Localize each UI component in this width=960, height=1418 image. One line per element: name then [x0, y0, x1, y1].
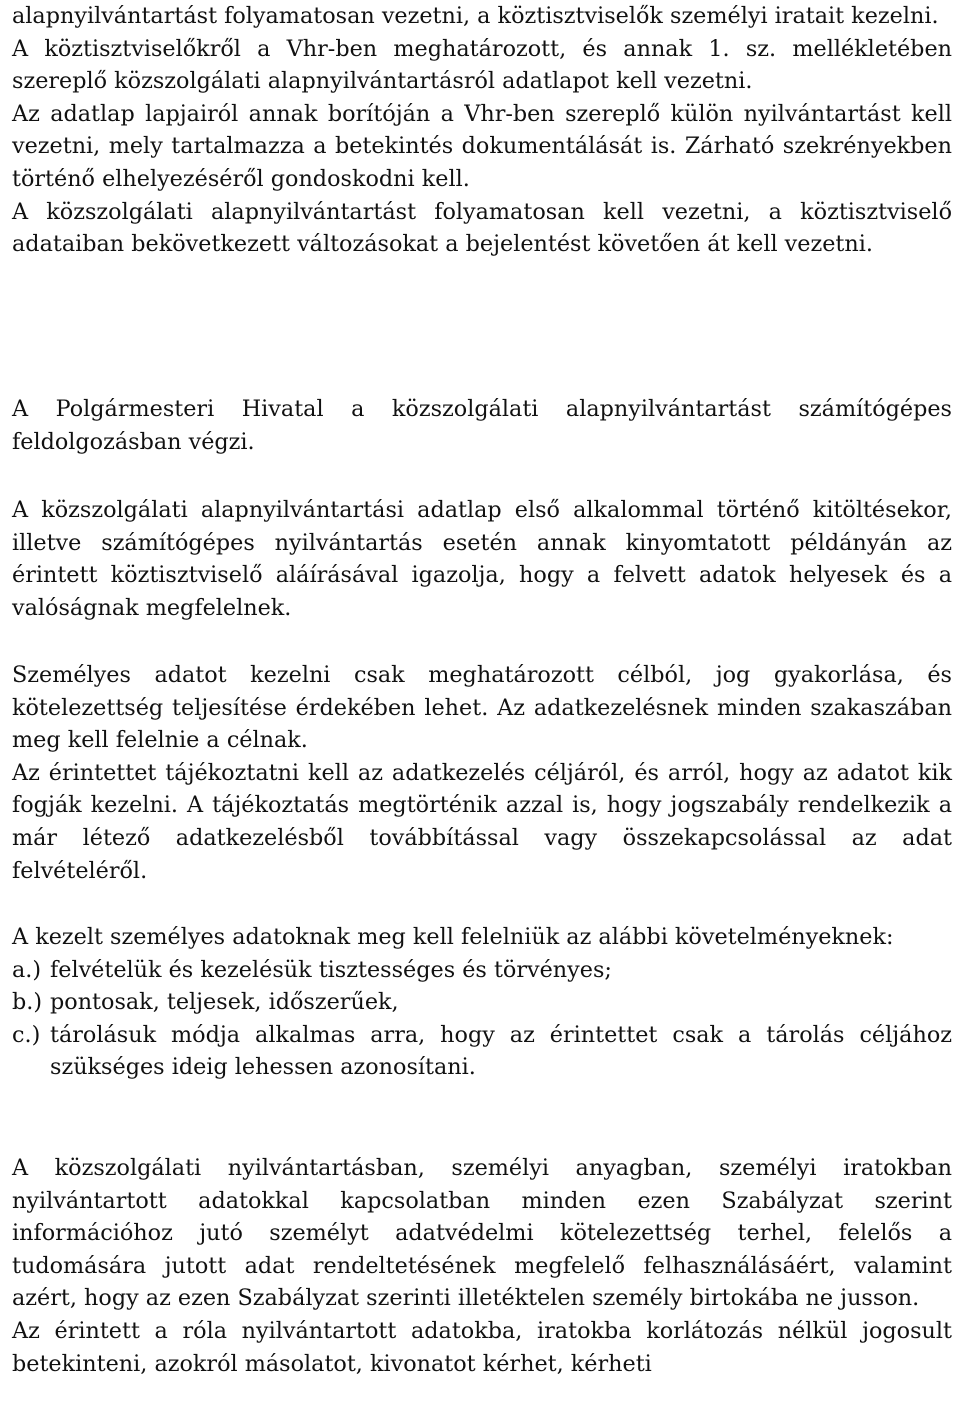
paragraph-text: A közszolgálati nyilvántartásban, személyi anyagban, személyi iratokban nyilvántartott adatokkal kapcsolatban minden ezen Szabályzat szerint információhoz jutó személyt adatvédelmi kötelezettség terhel, felelős a tudomására jutott adat rendeltetésének megfelelő felhasználásáért, valamint azért, hogy az ezen Szabályzat szerinti illetéktelen személy birtokába ne jusson. [12, 1155, 952, 1312]
paragraph-text: Személyes adatot kezelni csak meghatározott célból, jog gyakorlása, és kötelezettség teljesítése érdekében lehet. Az adatkezelésnek minden szakaszában meg kell felelnie a célnak. [12, 662, 952, 754]
paragraph-processing [12, 393, 952, 458]
list-item-text: felvételük és kezelésük tisztességes és törvényes; [50, 956, 612, 983]
paragraph-text: alapnyilvántartást folyamatosan vezetni, a köztisztviselők személyi iratait kezelni. [12, 3, 939, 29]
list-item-text: tárolásuk módja alkalmas arra, hogy az érintettet csak a tárolás céljához szükséges ideig lehessen azonosítani. [50, 1021, 952, 1081]
paragraph-requirements [12, 921, 952, 1084]
paragraph-text: Az érintett a róla nyilvántartott adatokba, iratokba korlátozás nélkül jogosult betekinteni, azokról másolatot, kivonatot kérhet, kérheti [12, 1317, 952, 1377]
list-marker: a.) [12, 956, 42, 983]
paragraph-purpose [12, 659, 952, 887]
paragraph-text: A kezelt személyes adatoknak meg kell felelniük az alábbi követelményeknek: [12, 924, 894, 950]
paragraph-text: A közszolgálati alapnyilvántartást folyamatosan kell vezetni, a köztisztviselő adataiban bekövetkezett változásokat a bejelentést követően át kell vezetni. [12, 198, 952, 258]
list-marker: b.) [12, 989, 43, 1016]
list-marker: c.) [12, 1021, 41, 1048]
paragraph-text: A Polgármesteri Hivatal a közszolgálati alapnyilvántartást számítógépes feldolgozásban végzi. [12, 396, 952, 455]
list-item [12, 986, 952, 1019]
paragraph-text: Az érintettet tájékoztatni kell az adatkezelés céljáról, és arról, hogy az adatot kik fogják kezelni. A tájékoztatás megtörténik azzal is, hogy jogszabály rendelkezik a már létező adatkezelésből továbbítással vagy összekapcsolással az adat felvételéről. [12, 759, 952, 884]
paragraph-datasheet [12, 494, 952, 624]
paragraph-text: A köztisztviselőkről a Vhr-ben meghatározott, és annak 1. sz. mellékletében szereplő közszolgálati alapnyilvántartásról adatlapot kell vezetni. [12, 35, 952, 95]
paragraph-text: A közszolgálati alapnyilvántartási adatlap első alkalommal történő kitöltésekor, illetve számítógépes nyilvántartás esetén annak kinyomtatott példányán az érintett köztisztviselő aláírásával igazolja, hogy a felvett adatok helyesek és a valóságnak megfelelnek. [12, 497, 952, 621]
paragraph-intro [12, 0, 952, 261]
requirements-list [12, 954, 952, 1084]
list-item [12, 954, 952, 987]
list-item [12, 1019, 952, 1084]
paragraph-confidentiality [12, 1152, 952, 1380]
list-item-text: pontosak, teljesek, időszerűek, [50, 989, 399, 1016]
paragraph-text: Az adatlap lapjairól annak borítóján a Vhr-ben szereplő külön nyilvántartást kell vezetni, mely tartalmazza a betekintés dokumentálását is. Zárható szekrényekben történő elhelyezéséről gondoskodni kell. [12, 100, 952, 192]
